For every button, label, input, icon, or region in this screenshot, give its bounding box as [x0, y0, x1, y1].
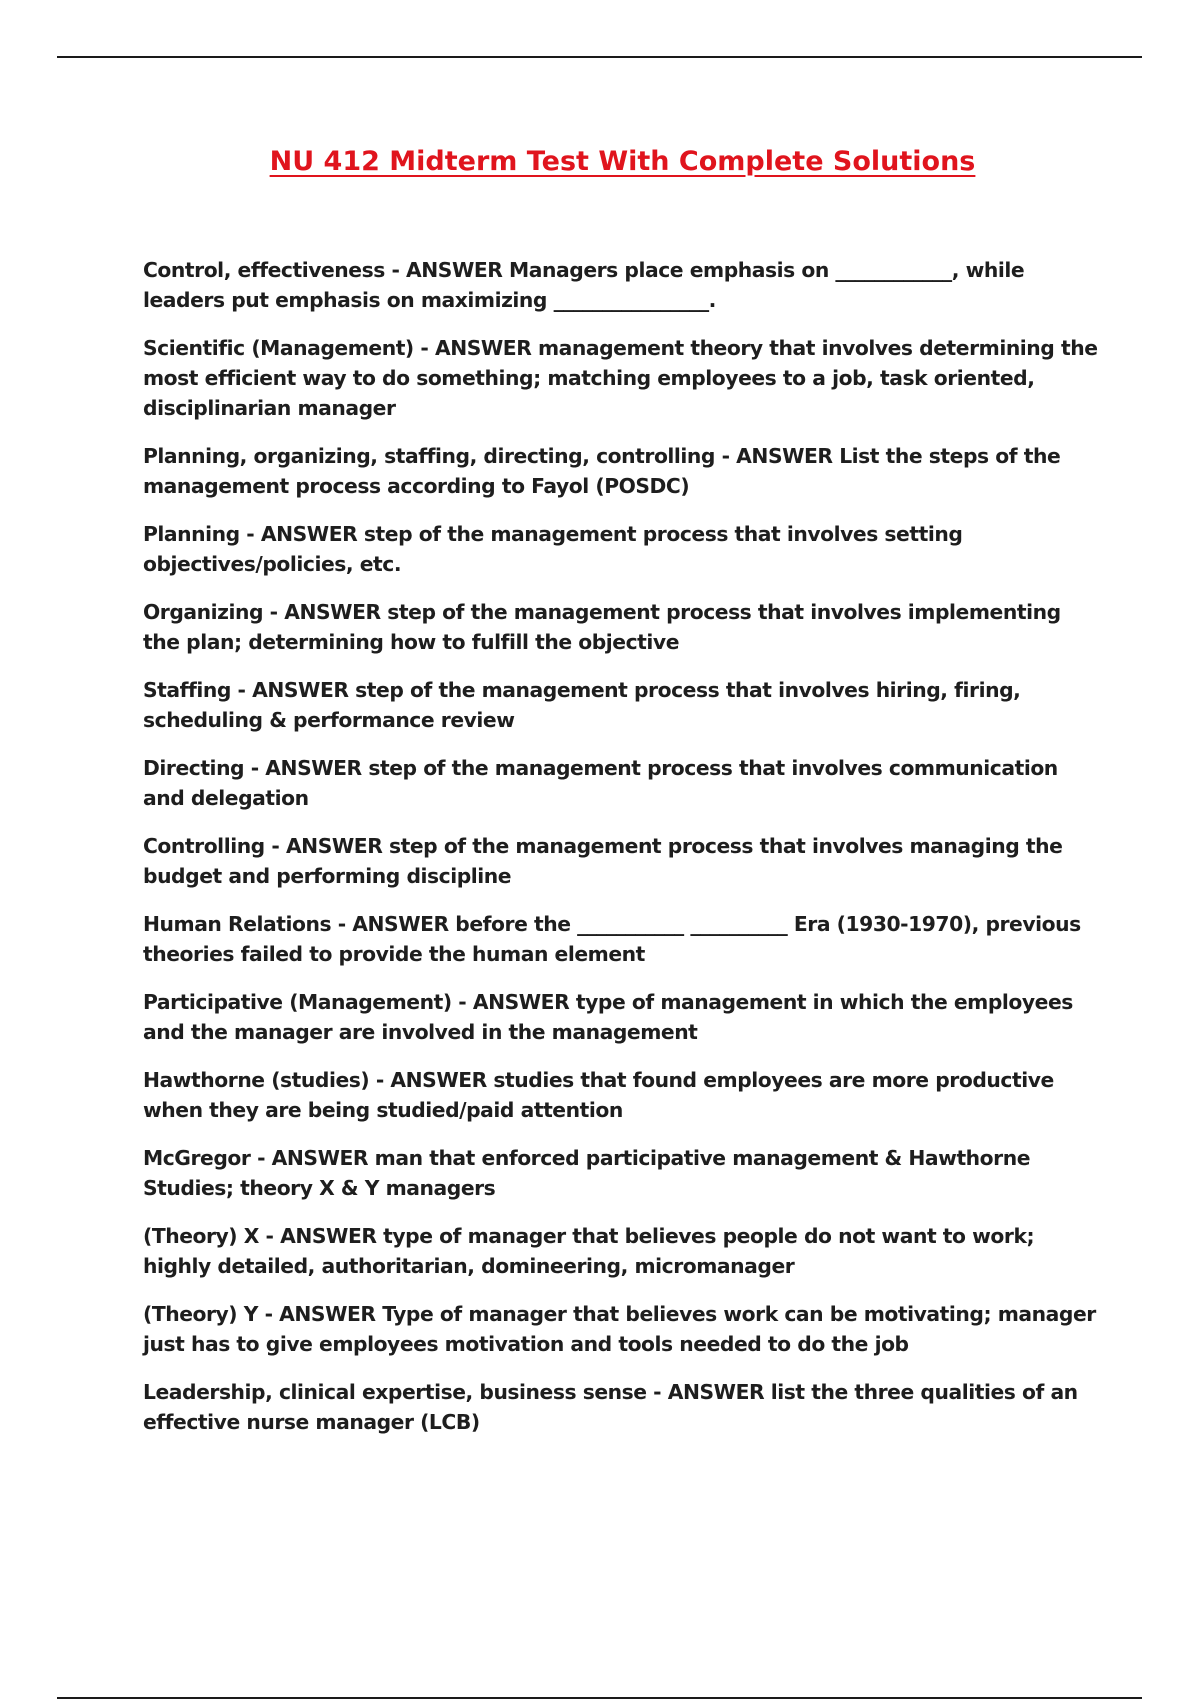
- qa-item: Leadership, clinical expertise, business sense - ANSWER list the three qualities of an effective nurse manager (LCB): [143, 1380, 1078, 1434]
- qa-item: Directing - ANSWER step of the management process that involves communication and delegation: [143, 756, 1058, 810]
- qa-item: Planning - ANSWER step of the management process that involves setting objectives/policies, etc.: [143, 522, 963, 576]
- qa-item: Scientific (Management) - ANSWER management theory that involves determining the most efficient way to do something; matching employees to a job, task oriented, disciplinarian manager: [143, 336, 1098, 420]
- header-rule: [57, 56, 1142, 58]
- qa-item: Controlling - ANSWER step of the management process that involves managing the budget and performing discipline: [143, 834, 1063, 888]
- qa-item: (Theory) X - ANSWER type of manager that believes people do not want to work; highly detailed, authoritarian, domineering, micromanager: [143, 1224, 1035, 1278]
- qa-item: Staffing - ANSWER step of the management process that involves hiring, firing, scheduling & performance review: [143, 678, 1021, 732]
- qa-item: Organizing - ANSWER step of the management process that involves implementing the plan; determining how to fulfill the objective: [143, 600, 1061, 654]
- qa-item: Planning, organizing, staffing, directing, controlling - ANSWER List the steps of the management process according to Fayol (POSDC): [143, 444, 1061, 498]
- footer-rule: [57, 1697, 1142, 1699]
- qa-item: Hawthorne (studies) - ANSWER studies that found employees are more productive when they are being studied/paid attention: [143, 1068, 1054, 1122]
- qa-item: Human Relations - ANSWER before the ___________ __________ Era (1930-1970), previous theories failed to provide the human element: [143, 912, 1081, 966]
- qa-list: [143, 255, 1098, 1455]
- qa-item: Control, effectiveness - ANSWER Managers place emphasis on ____________, while leaders put emphasis on maximizing ________________.: [143, 258, 1025, 312]
- document-title-text: NU 412 Midterm Test With Complete Solutions: [269, 146, 976, 177]
- qa-item: Participative (Management) - ANSWER type of management in which the employees and the manager are involved in the management: [143, 990, 1073, 1044]
- qa-item: McGregor - ANSWER man that enforced participative management & Hawthorne Studies; theory X & Y managers: [143, 1146, 1031, 1200]
- qa-item: (Theory) Y - ANSWER Type of manager that believes work can be motivating; manager just has to give employees motivation and tools needed to do the job: [143, 1302, 1096, 1356]
- document-title: [0, 146, 1200, 177]
